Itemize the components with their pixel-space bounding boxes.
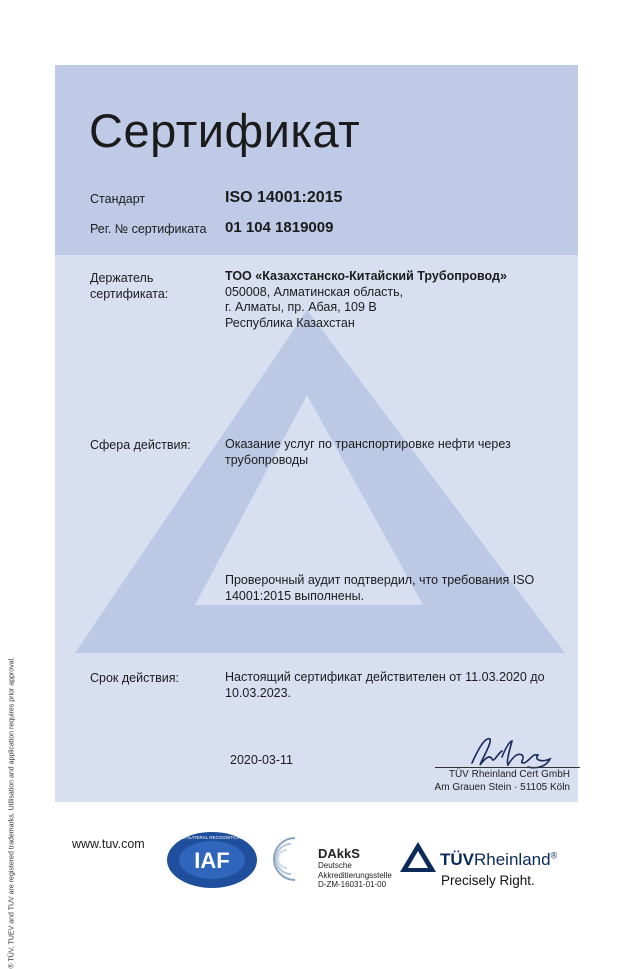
scope-label: Сфера действия: [90, 438, 191, 452]
iaf-ring-text: MEMBER OF MULTILATERAL RECOGNITION ARRANGEMENT [146, 835, 278, 840]
tuv-triangle-logo [398, 840, 438, 876]
validity-text: Настоящий сертификат действителен от 11.03.2020 до 10.03.2023. [225, 670, 545, 700]
issue-date: 2020-03-11 [230, 753, 294, 767]
standard-label: Стандарт [90, 192, 146, 206]
standard-value: ISO 14001:2015 [225, 189, 343, 206]
trademark-side-note: ® TÜV, TUEV and TUV are registered trademarks. Utilisation and application requires prior approval. [8, 657, 16, 969]
issuer-block: TÜV Rheinland Cert GmbH Am Grauen Stein · 51105 Köln [434, 769, 570, 793]
certificate-title: Сертификат [89, 104, 361, 157]
certificate-sheet [55, 65, 578, 802]
holder-name: ТОО «Казахстанско-Китайский Трубопровод» [225, 269, 507, 283]
footer-url[interactable]: www.tuv.com [72, 837, 145, 851]
registration-number: 01 104 1819009 [225, 219, 334, 236]
iaf-logo [146, 830, 278, 890]
registration-label: Рег. № сертификата [90, 222, 207, 236]
holder-label: Держатель сертификата: [90, 271, 169, 301]
iaf-logo-text: IAF [194, 848, 230, 873]
dakks-logo-mark [265, 832, 315, 887]
holder-details: ТОО «Казахстанско-Китайский Трубопровод» 050008, Алматинская область, г. Алматы, пр. Абая, 109 В Республика Казахстан [225, 269, 507, 330]
dakks-text: DAkkS Deutsche Akkreditierungsstelle D-ZM-16031-01-00 [318, 846, 392, 889]
validity-label: Срок действия: [90, 671, 179, 685]
tuv-slogan: Precisely Right. [441, 873, 535, 888]
signature-line [435, 767, 580, 768]
audit-statement: Проверочный аудит подтвердил, что требования ISO 14001:2015 выполнены. [225, 573, 535, 603]
tuv-rheinland-name: TÜVRheinland® [440, 850, 558, 869]
scope-text: Оказание услуг по транспортировке нефти через трубопроводы [225, 437, 511, 467]
